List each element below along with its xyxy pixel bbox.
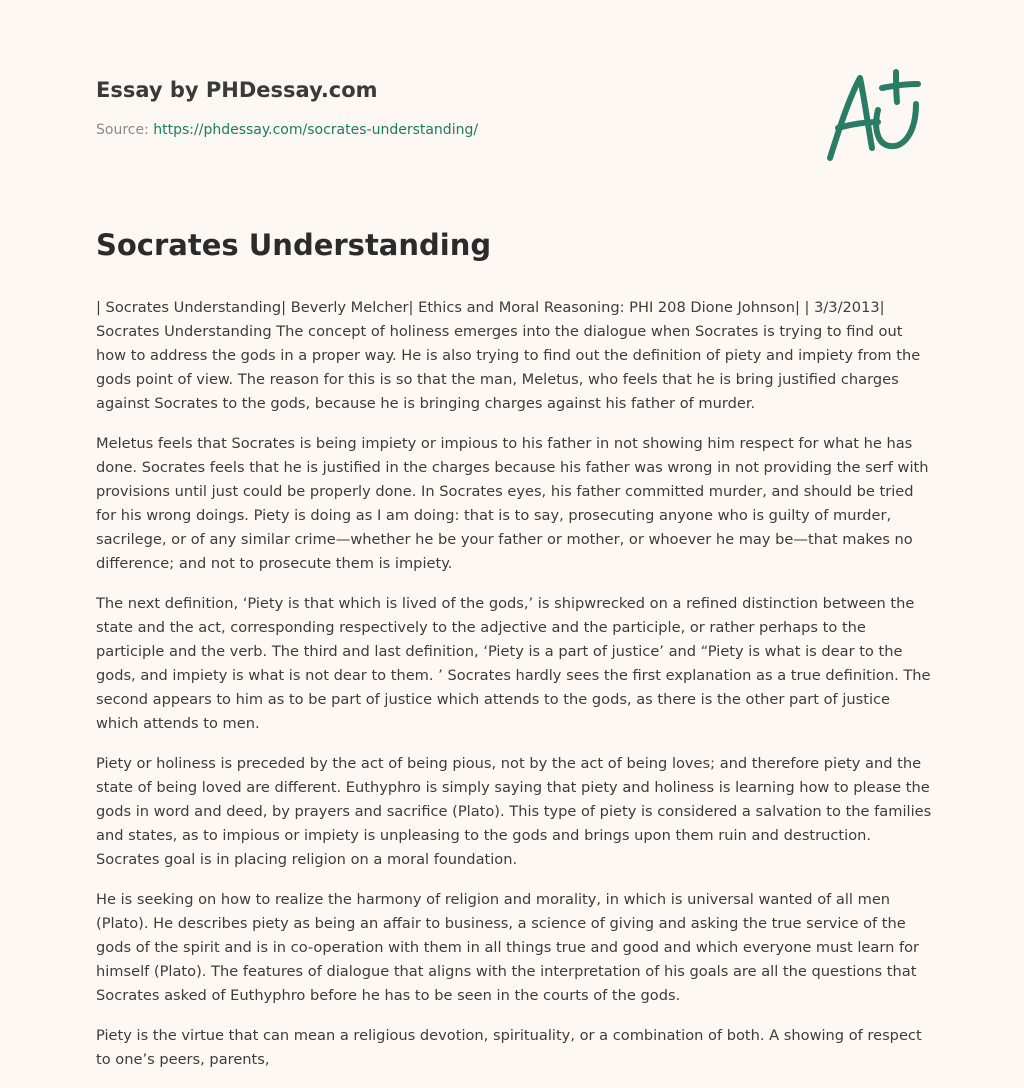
page-header (96, 76, 796, 140)
essay-paragraph: Piety is the virtue that can mean a religious devotion, spirituality, or a combination of both. A showing of respect to one’s peers, parents, (96, 1027, 922, 1068)
essay-body (96, 296, 934, 1088)
essay-paragraph: Meletus feels that Socrates is being impiety or impious to his father in not showing him respect for what he has done. Socrates feels that he is justified in the charges because his father was wrong in not providing the serf with provisions until just could be properly done. In Socrates eyes, his father committed murder, and should be tried for his wrong doings. Piety is doing as I am doing: that is to say, prosecuting anyone who is guilty of murder, sacrilege, or of any similar crime—whether he be your father or mother, or whoever he may be—that makes no difference; and not to prosecute them is impiety. (96, 435, 929, 572)
essay-paragraph: Piety or holiness is preceded by the act of being pious, not by the act of being loves; and therefore piety and the state of being loved are different. Euthyphro is simply saying that piety and holiness is learning how to please the gods in word and deed, by prayers and sacrifice (Plato). This type of piety is considered a salvation to the families and states, as to impious or impiety is unpleasing to the gods and brings upon them ruin and destruction. Socrates goal is in placing religion on a moral foundation. (96, 755, 932, 868)
source-label: Source: (96, 122, 149, 138)
essay-paragraph: | Socrates Understanding| Beverly Melcher| Ethics and Moral Reasoning: PHI 208 Dione Johnson| | 3/3/2013| Socrates Understanding The concept of holiness emerges into the dialogue when Socrates is trying to find out how to address the gods in a proper way. He is also trying to find out the definition of piety and impiety from the gods point of view. The reason for this is so that the man, Meletus, who feels that he is bring justified charges against Socrates to the gods, because he is bringing charges against his father of murder. (96, 299, 921, 412)
essay-paragraph: He is seeking on how to realize the harmony of religion and morality, in which is universal wanted of all men (Plato). He describes piety as being an affair to business, a science of giving and asking the true service of the gods of the spirit and is in co-operation with them in all things true and good and which everyone must learn for himself (Plato). The features of dialogue that aligns with the interpretation of his goals are all the questions that Socrates asked of Euthyphro before he has to be seen in the courts of the gods. (96, 891, 920, 1004)
source-line (96, 120, 796, 140)
essay-title: Socrates Understanding (96, 228, 492, 262)
site-brand: Essay by PHDessay.com (96, 78, 378, 102)
source-link[interactable]: https://phdessay.com/socrates-understanding/ (153, 122, 479, 138)
a-plus-logo-icon (820, 66, 930, 166)
essay-paragraph: The next definition, ‘Piety is that which is lived of the gods,’ is shipwrecked on a refined distinction between the state and the act, corresponding respectively to the adjective and the participle, or rather perhaps to the participle and the verb. The third and last definition, ‘Piety is a part of justice’ and “Piety is what is dear to the gods, and impiety is what is not dear to them. ’ Socrates hardly sees the first explanation as a true definition. The second appears to him as to be part of justice which attends to the gods, as there is the other part of justice which attends to men. (96, 595, 931, 732)
